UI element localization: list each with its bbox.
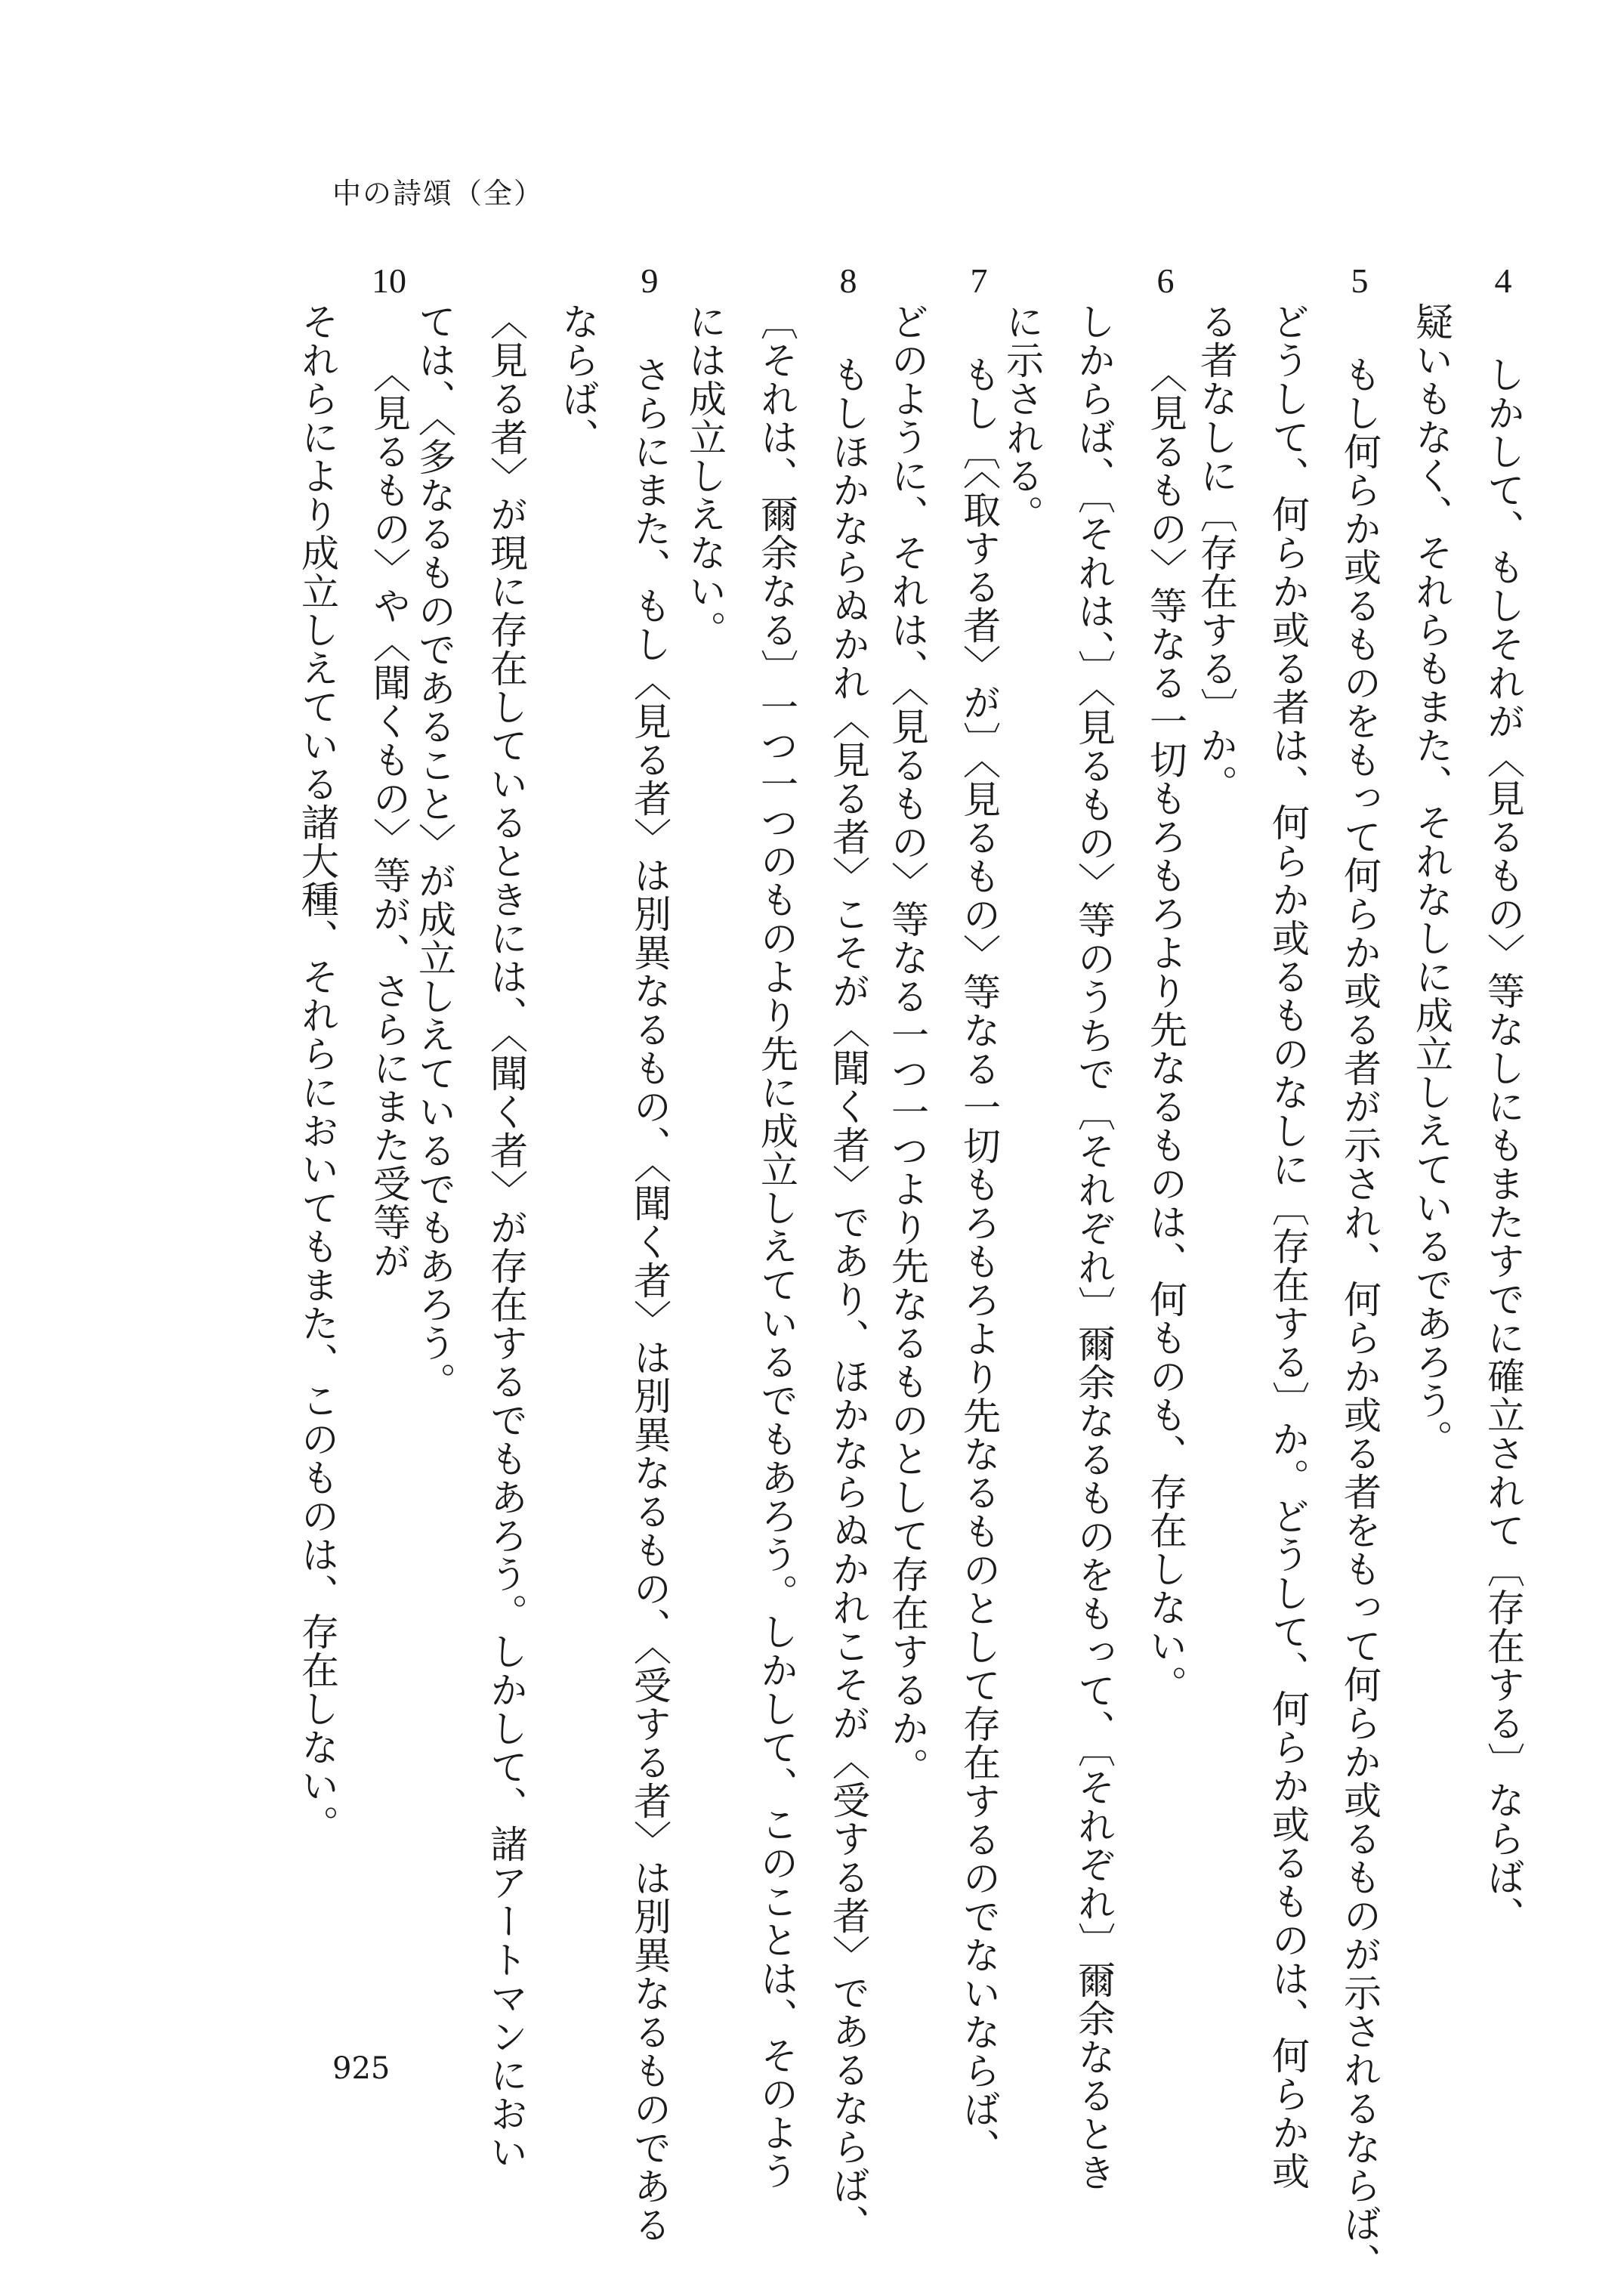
verse-number: 10 [372, 261, 406, 300]
running-head: 中の詩頌（全） [332, 177, 545, 210]
verse-number: 6 [1156, 261, 1175, 300]
verse-line: しからば、〔それは、〕〈見るもの〉等のうちで〔それぞれ〕爾余なるものをもって、〔それぞれ〕爾余なるとき [1072, 302, 1116, 2192]
verse-line: 疑いもなく、それらもまた、それなしに成立しえているであろう。 [1409, 302, 1453, 1458]
verse-line: ならば、 [556, 302, 600, 456]
verse-number: 9 [641, 261, 659, 300]
verse-line: さらにまた、もし〈見る者〉は別異なるもの、〈聞く者〉は別異なるもの、〈受する者〉は別異なるものである [628, 355, 672, 2244]
verse-line: しかして、もしそれが〈見るもの〉等なしにもまたすでに確立されて〔存在する〕ならば、 [1481, 355, 1525, 1935]
verse-line: もし〔〈取する者〉が〕〈見るもの〉等なる一切もろもろより先なるものとして存在するのでないならば、 [957, 355, 1001, 2167]
verse-line: る者なしに〔存在する〕か。 [1194, 302, 1238, 803]
verse-number: 7 [970, 261, 988, 300]
verse-line: 〔それは、爾余なる〕一つ一つのものより先に成立しえているでもあろう。しかして、このことは、そのよう [755, 302, 798, 2190]
verse-number: 5 [1351, 261, 1369, 300]
verse-line: ては、〈多なるものであること〉が成立しえているでもあろう。 [412, 302, 456, 1401]
verse-line: もしほかならぬかれ〈見る者〉こそが〈聞く者〉であり、ほかならぬかれこそが〈受する者〉であるならば、 [826, 355, 870, 2243]
verse-number: 8 [839, 261, 857, 300]
verse-line: 〈見るもの〉等なる一切もろもろより先なるものは、何ものも、存在しない。 [1144, 355, 1187, 1704]
verse-line: もし何らか或るものをもって何らか或る者が示され、何らか或る者をもって何らか或るものが示されるならば、 [1338, 355, 1382, 2282]
verse-line: どうして、何らか或る者は、何らか或るものなしに〔存在する〕か。どうして、何らか或るものは、何らか或 [1266, 302, 1310, 2190]
verse-line: には成立しえない。 [683, 302, 727, 649]
verse-line: どのように、それは、〈見るもの〉等なる一つ一つより先なるものとして存在するか。 [885, 302, 929, 1786]
verse-line: 〈見る者〉が現に存在しているときには、〈聞く者〉が存在するでもあろう。しかして、諸アートマンにおい [484, 302, 528, 2171]
page-number: 925 [332, 2051, 391, 2086]
verse-line: に示される。 [1000, 302, 1044, 533]
verse-line: 〈見るもの〉や〈聞くもの〉等が、さらにまた受等が [367, 355, 411, 1280]
verse-number: 4 [1494, 261, 1512, 300]
verse-line: それらにより成立しえている諸大種、それらにおいてもまた、このものは、存在しない。 [295, 302, 339, 1843]
